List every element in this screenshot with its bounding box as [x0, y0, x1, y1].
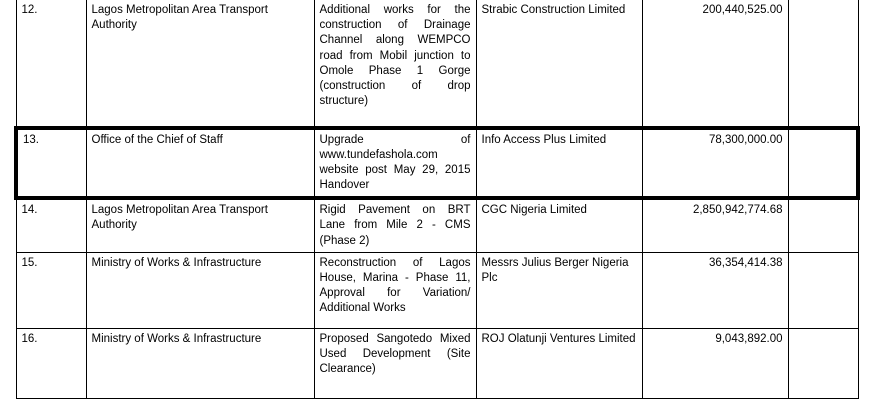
- row-number: 13.: [16, 128, 86, 199]
- row-number: 12.: [16, 0, 86, 128]
- table-row: [16, 198, 858, 252]
- table-row-highlighted: [16, 128, 858, 199]
- table-row: [16, 328, 858, 398]
- row-amount: 9,043,892.00: [642, 328, 788, 398]
- table-body: [16, 0, 858, 398]
- row-description: Additional works for the construction of Drainage Channel along WEMPCO road from Mobil junction to Omole Phase 1 Gorge (construction of drop structure): [314, 0, 476, 128]
- table-row: [16, 252, 858, 328]
- row-amount: 200,440,525.00: [642, 0, 788, 128]
- row-agency: Ministry of Works & Infrastructure: [86, 252, 314, 328]
- row-number: 16.: [16, 328, 86, 398]
- row-description: Rigid Pavement on BRT Lane from Mile 2 - CMS (Phase 2): [314, 198, 476, 252]
- contracts-table: [14, 0, 860, 399]
- row-remarks: [788, 328, 858, 398]
- row-description: Upgrade of www.tundefashola.com website post May 29, 2015 Handover: [314, 128, 476, 199]
- row-amount: 78,300,000.00: [642, 128, 788, 199]
- row-agency: Lagos Metropolitan Area Transport Authority: [86, 0, 314, 128]
- row-agency: Lagos Metropolitan Area Transport Authority: [86, 198, 314, 252]
- row-remarks: [788, 128, 858, 199]
- row-remarks: [788, 0, 858, 128]
- row-agency: Ministry of Works & Infrastructure: [86, 328, 314, 398]
- row-remarks: [788, 252, 858, 328]
- row-agency: Office of the Chief of Staff: [86, 128, 314, 199]
- row-number: 15.: [16, 252, 86, 328]
- row-number: 14.: [16, 198, 86, 252]
- row-amount: 2,850,942,774.68: [642, 198, 788, 252]
- row-amount: 36,354,414.38: [642, 252, 788, 328]
- row-contractor: Messrs Julius Berger Nigeria Plc: [476, 252, 642, 328]
- row-description: Proposed Sangotedo Mixed Used Development (Site Clearance): [314, 328, 476, 398]
- row-description: Reconstruction of Lagos House, Marina - Phase 11, Approval for Variation/ Additional Works: [314, 252, 476, 328]
- row-contractor: CGC Nigeria Limited: [476, 198, 642, 252]
- row-contractor: Strabic Construction Limited: [476, 0, 642, 128]
- row-contractor: ROJ Olatunji Ventures Limited: [476, 328, 642, 398]
- table-row: [16, 0, 858, 128]
- row-remarks: [788, 198, 858, 252]
- row-contractor: Info Access Plus Limited: [476, 128, 642, 199]
